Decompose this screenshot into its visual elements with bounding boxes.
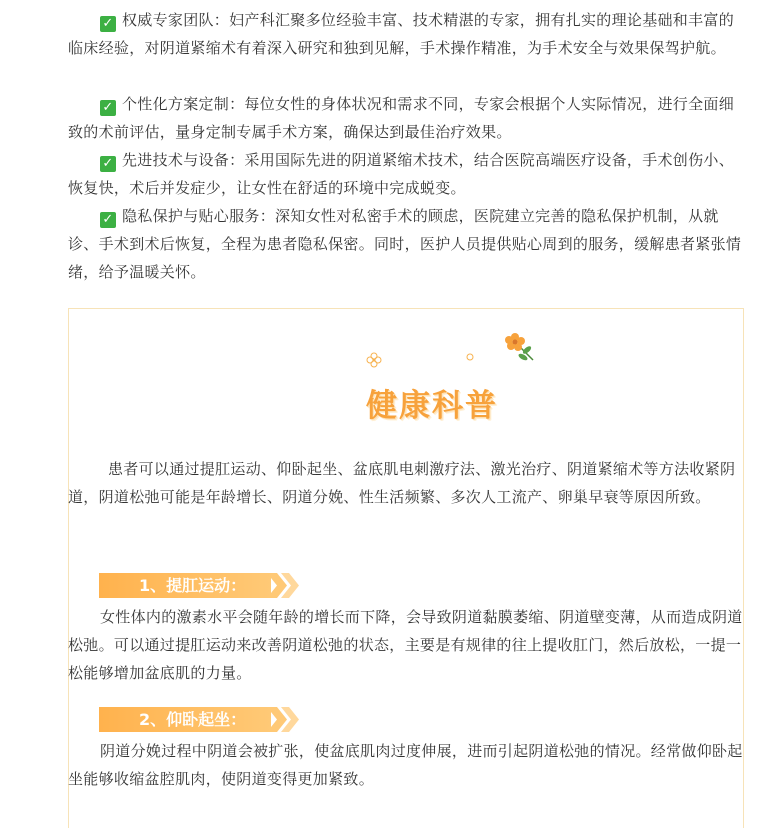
section-heading-2: 2、仰卧起坐： [139, 710, 247, 729]
flower-branch-icon [503, 330, 537, 364]
section-heading-bar-1 [99, 573, 271, 598]
section-text-2: 阴道分娩过程中阴道会被扩张，使盆底肌肉过度伸展，进而引起阴道松弛的情况。经常做仰卧起坐能够收缩盆腔肌肉，使阴道变得更加紧致。 [68, 742, 743, 788]
feature-paragraph-3: ✓ 先进技术与设备：采用国际先进的阴道紧缩术技术，结合医院高端医疗设备，手术创伤小、恢复快，术后并发症少，让女性在舒适的环境中完成蜕变。 [68, 151, 735, 197]
feature-paragraph-1: ✓ 权威专家团队：妇产科汇聚多位经验丰富、技术精湛的专家，拥有扎实的理论基础和丰富的临床经验，对阴道紧缩术有着深入研究和独到见解，手术操作精准，为手术安全与效果保驾护航。 [68, 11, 735, 57]
dot-icon [466, 353, 474, 361]
feature-paragraph-4: ✓ 隐私保护与贴心服务：深知女性对私密手术的顾虑，医院建立完善的隐私保护机制，从就诊、手术到术后恢复，全程为患者隐私保密。同时，医护人员提供贴心周到的服务，缓解患者紧张情绪，给予温暖关怀。 [68, 207, 742, 281]
section-heading-bar-2 [99, 707, 271, 732]
section-text-1: 女性体内的激素水平会随年龄的增长而下降，会导致阴道黏膜萎缩、阴道壁变薄，从而造成阴道松弛。可以通过提肛运动来改善阴道松弛的状态，主要是有规律的往上提收肛门，然后放松，一提一松能够增加盆底肌的力量。 [68, 608, 743, 682]
double-chevron-right-icon [267, 573, 305, 598]
check-icon: ✓ [100, 100, 116, 116]
feature-paragraph-2: ✓ 个性化方案定制：每位女性的身体状况和需求不同，专家会根据个人实际情况，进行全面细致的术前评估，量身定制专属手术方案，确保达到最佳治疗效果。 [68, 95, 735, 141]
check-icon: ✓ [100, 212, 116, 228]
flower-outline-icon [366, 352, 382, 368]
science-title: 健康科普 [366, 388, 498, 424]
science-intro: 患者可以通过提肛运动、仰卧起坐、盆底肌电刺激疗法、激光治疗、阴道紧缩术等方法收紧阴道，阴道松弛可能是年龄增长、阴道分娩、性生活频繁、多次人工流产、卵巢早衰等原因所致。 [68, 460, 736, 506]
check-icon: ✓ [100, 16, 116, 32]
section-heading-1: 1、提肛运动： [139, 576, 247, 595]
double-chevron-right-icon [267, 707, 305, 732]
check-icon: ✓ [100, 156, 116, 172]
